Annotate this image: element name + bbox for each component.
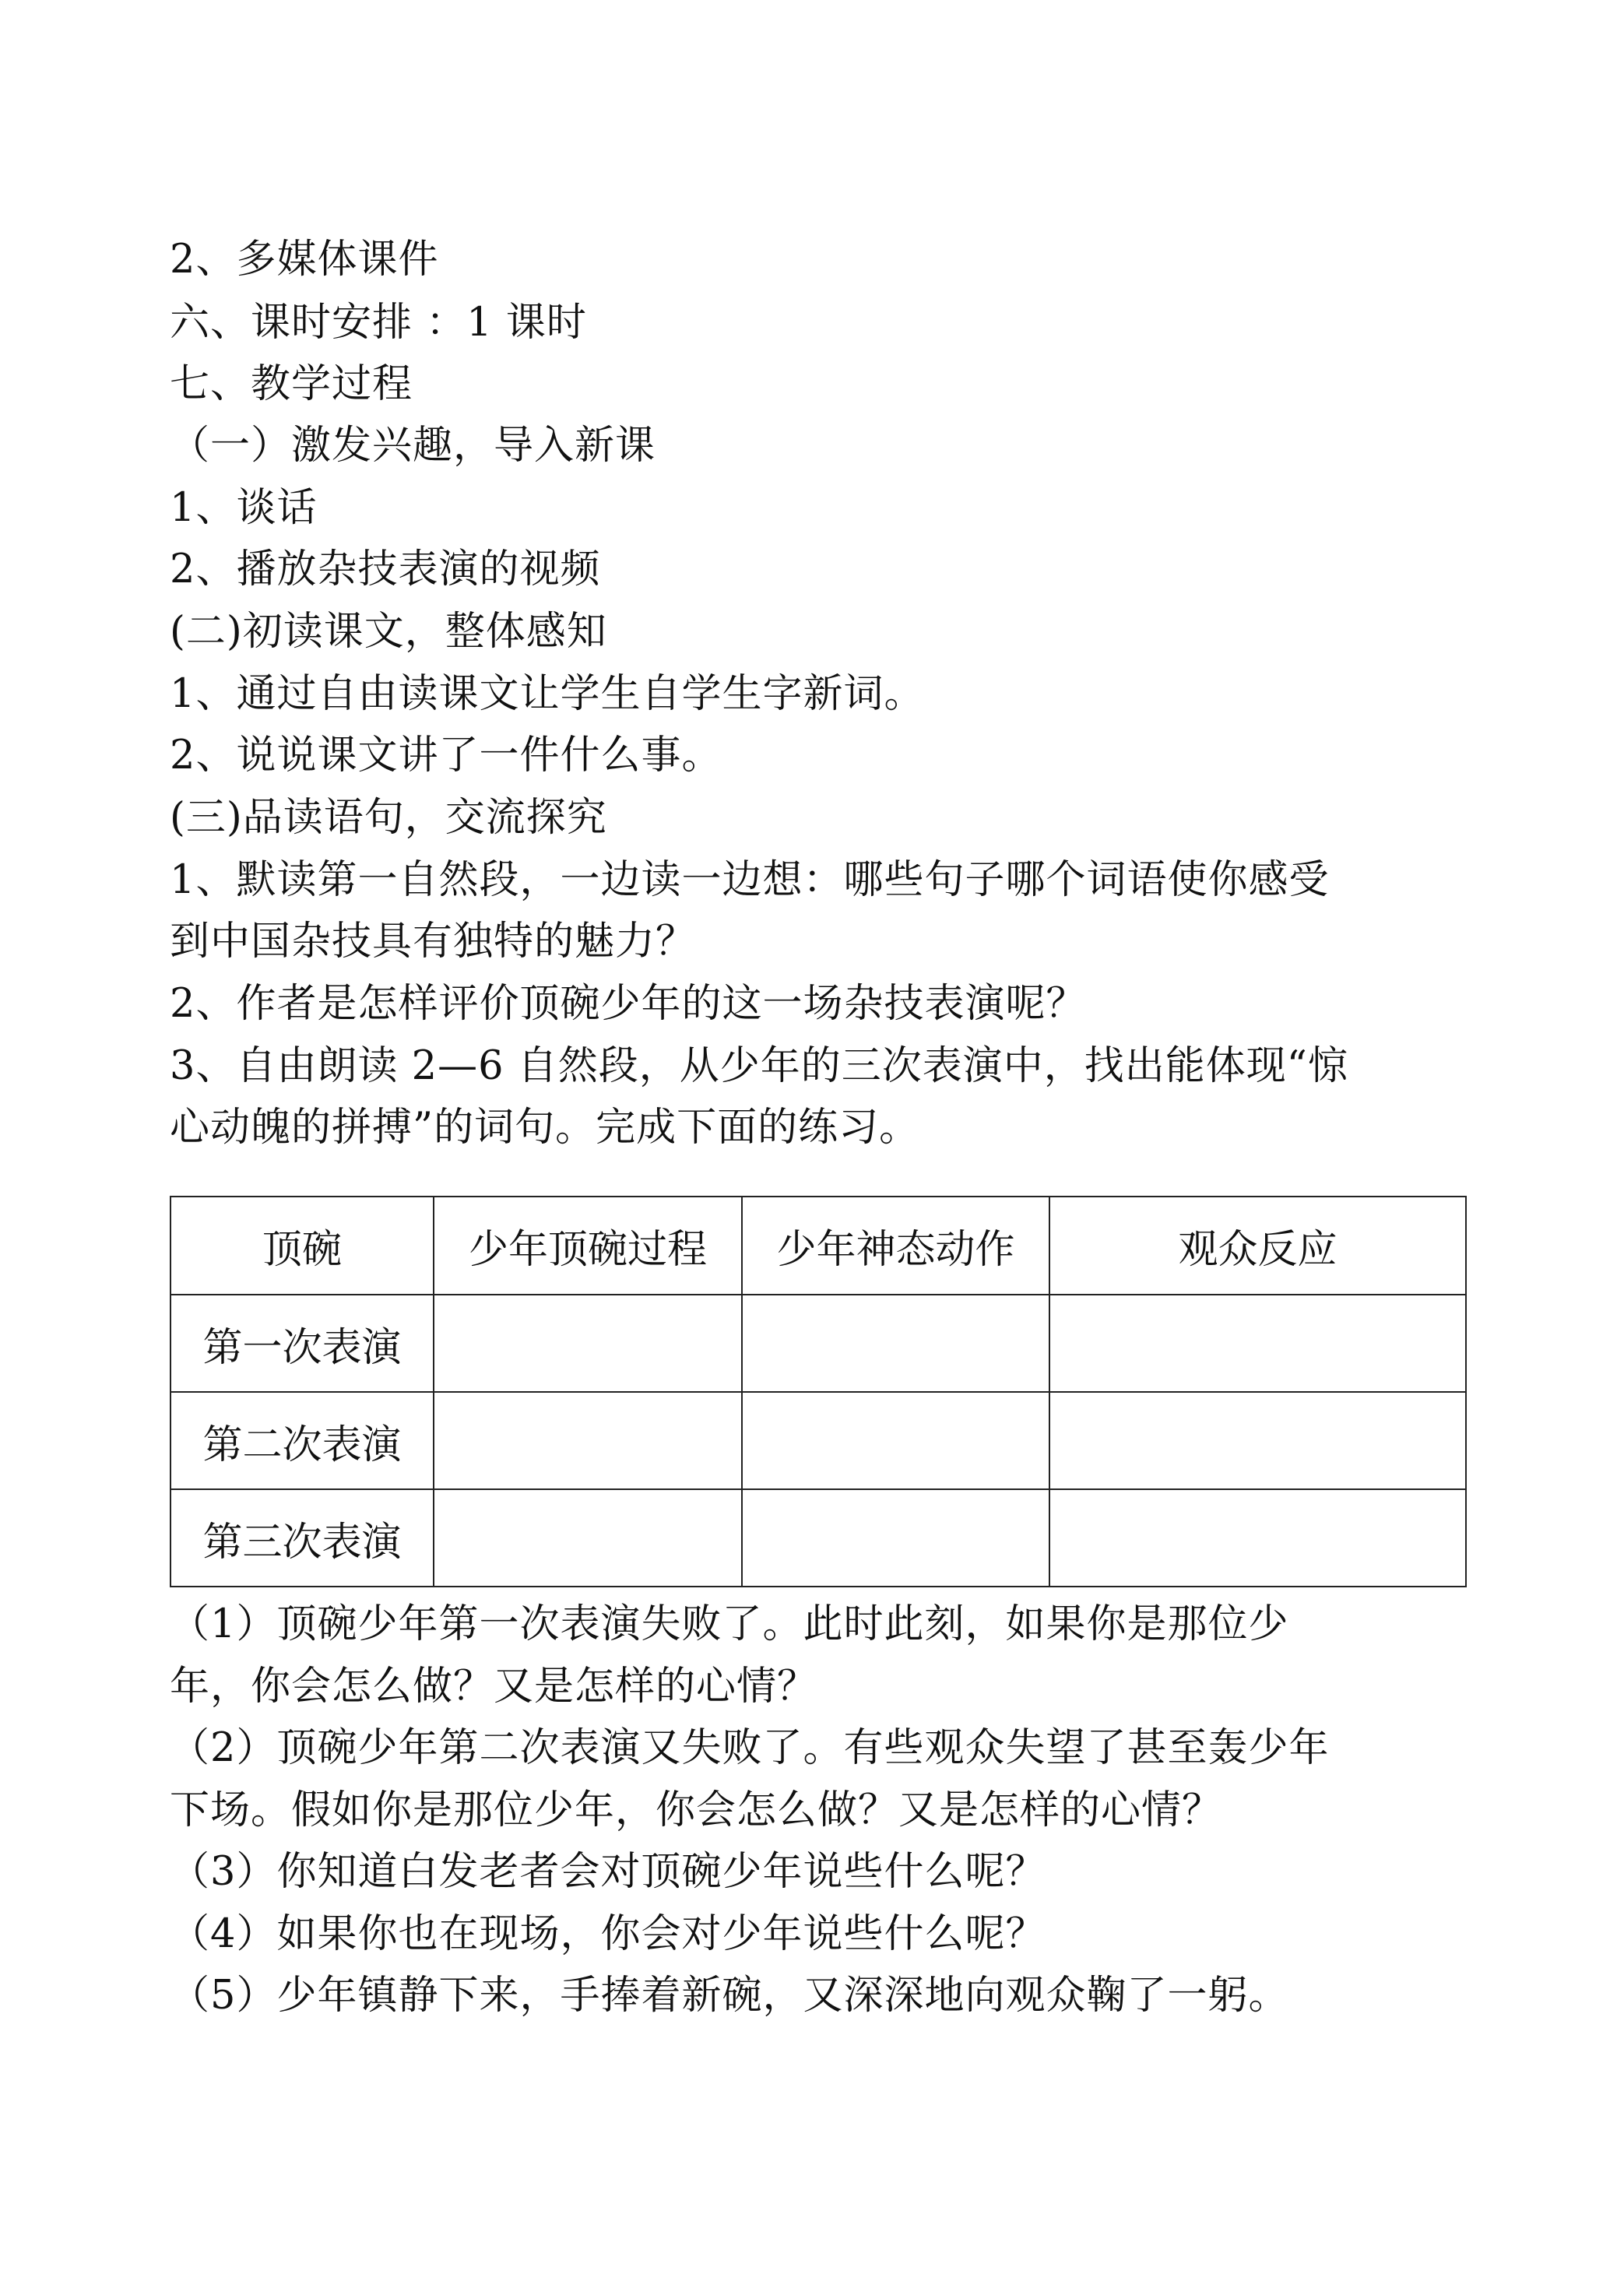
text-line: 2、作者是怎样评价顶碗少年的这一场杂技表演呢？ (170, 981, 1087, 1027)
question-line: （4）如果你也在现场，你会对少年说些什么呢？ (170, 1911, 1046, 1957)
table-row (170, 1392, 1466, 1489)
text-line: 到中国杂技具有独特的魅力？ (170, 919, 697, 965)
question-line: （3）你知道白发老者会对顶碗少年说些什么呢？ (170, 1849, 1046, 1895)
exercise-table (170, 1196, 1467, 1587)
section-heading: 七、教学过程 (170, 361, 413, 407)
text-line: 2、播放杂技表演的视频 (170, 547, 601, 592)
text-line: 2、多媒体课件 (170, 237, 439, 283)
question-line: （2）顶碗少年第二次表演又失败了。有些观众失望了甚至轰少年 (170, 1725, 1330, 1771)
table-cell: 第二次表演 (170, 1392, 434, 1489)
table-cell (1049, 1489, 1466, 1587)
table-header-row (170, 1197, 1466, 1295)
subsection-heading: (三)品读语句，交流探究 (170, 795, 607, 841)
table-header-cell: 顶碗 (170, 1197, 434, 1295)
subsection-heading: （一）激发兴趣，导入新课 (170, 423, 656, 469)
table-header-cell: 少年顶碗过程 (434, 1197, 742, 1295)
text-line: 1、谈话 (170, 485, 318, 531)
table-cell (434, 1392, 742, 1489)
question-line: 年，你会怎么做？又是怎样的心情？ (170, 1664, 818, 1710)
table-header-cell: 少年神态动作 (742, 1197, 1049, 1295)
table-cell (742, 1392, 1049, 1489)
table-cell (1049, 1295, 1466, 1392)
table-cell (742, 1295, 1049, 1392)
table-cell: 第三次表演 (170, 1489, 434, 1587)
table-row (170, 1295, 1466, 1392)
table-cell: 第一次表演 (170, 1295, 434, 1392)
text-line: 1、通过自由读课文让学生自学生字新词。 (170, 671, 925, 717)
text-line: 1、默读第一自然段，一边读一边想：哪些句子哪个词语使你感受 (170, 857, 1330, 903)
text-line: 2、说说课文讲了一件什么事。 (170, 733, 722, 778)
text-line: 心动魄的拼搏”的词句。完成下面的练习。 (170, 1105, 920, 1151)
table-cell (434, 1295, 742, 1392)
table-row (170, 1489, 1466, 1587)
text-line: 3、自由朗读 2—6 自然段，从少年的三次表演中，找出能体现“惊 (170, 1043, 1348, 1089)
table-cell (1049, 1392, 1466, 1489)
subsection-heading: (二)初读课文，整体感知 (170, 609, 607, 655)
text-line: 六、课时安排 ：1 课时 (170, 300, 587, 346)
table-cell (434, 1489, 742, 1587)
question-line: 下场。假如你是那位少年，你会怎么做？又是怎样的心情？ (170, 1787, 1223, 1833)
question-line: （1）顶碗少年第一次表演失败了。此时此刻，如果你是那位少 (170, 1601, 1289, 1647)
table-cell (742, 1489, 1049, 1587)
question-line: （5）少年镇静下来，手捧着新碗，又深深地向观众鞠了一躬。 (170, 1973, 1289, 2019)
table-header-cell: 观众反应 (1049, 1197, 1466, 1295)
